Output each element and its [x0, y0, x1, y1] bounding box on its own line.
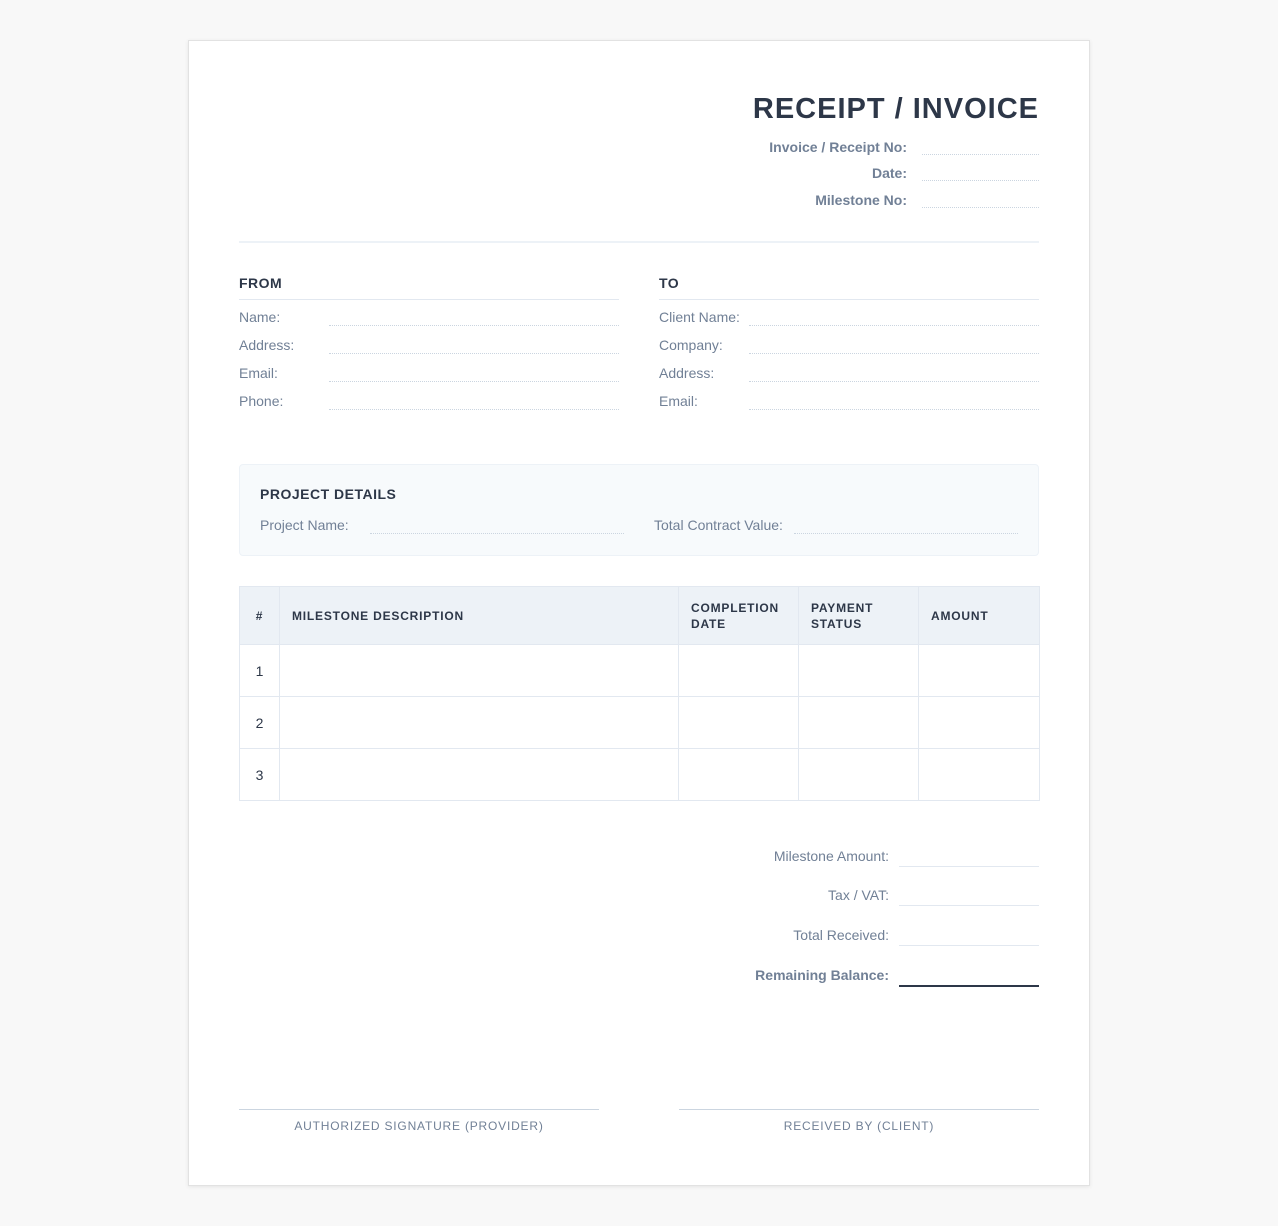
- from-phone-field[interactable]: [329, 409, 619, 410]
- to-address-field[interactable]: [749, 381, 1039, 382]
- table-row: [240, 749, 1040, 801]
- to-company-field[interactable]: [749, 353, 1039, 354]
- client-signature: [679, 1109, 1039, 1133]
- remaining-balance-label: Remaining Balance:: [755, 967, 889, 983]
- to-company-row: [659, 328, 1039, 356]
- to-client-name-label: Client Name:: [659, 309, 740, 325]
- amount-cell[interactable]: [919, 749, 1040, 801]
- completion-date-cell[interactable]: [679, 749, 799, 801]
- project-name-field[interactable]: [370, 533, 624, 534]
- project-details-heading: PROJECT DETAILS: [260, 486, 397, 502]
- to-heading: TO: [659, 273, 1039, 300]
- to-email-label: Email:: [659, 393, 698, 409]
- description-cell[interactable]: [280, 749, 679, 801]
- milestone-amount-row: [639, 838, 1039, 878]
- to-address-label: Address:: [659, 365, 715, 381]
- milestone-number-label: Milestone No:: [815, 192, 907, 208]
- payment-status-cell[interactable]: [799, 697, 919, 749]
- to-section: [659, 273, 1039, 412]
- payment-status-cell[interactable]: [799, 749, 919, 801]
- from-address-label: Address:: [239, 337, 295, 353]
- milestone-table: [239, 586, 1040, 801]
- invoice-number-field[interactable]: [922, 154, 1039, 155]
- row-number: 3: [240, 749, 280, 801]
- invoice-page: [188, 40, 1090, 1186]
- table-header-row: [240, 587, 1040, 645]
- table-row: [240, 697, 1040, 749]
- to-client-name-row: [659, 300, 1039, 328]
- payment-status-cell[interactable]: [799, 645, 919, 697]
- milestone-amount-field[interactable]: [899, 866, 1039, 867]
- total-contract-value-label: Total Contract Value:: [654, 517, 783, 533]
- from-section: [239, 273, 619, 412]
- column-header-completion-date: COMPLETION DATE: [679, 587, 799, 645]
- provider-signature-label: AUTHORIZED SIGNATURE (PROVIDER): [294, 1119, 544, 1133]
- to-address-row: [659, 356, 1039, 384]
- row-number: 2: [240, 697, 280, 749]
- milestone-number-field[interactable]: [922, 207, 1039, 208]
- to-client-name-field[interactable]: [749, 325, 1039, 326]
- client-signature-line[interactable]: [679, 1109, 1039, 1110]
- header-divider: [239, 241, 1039, 243]
- date-field[interactable]: [922, 180, 1039, 181]
- from-name-label: Name:: [239, 309, 281, 325]
- from-address-row: [239, 328, 619, 356]
- description-cell[interactable]: [280, 645, 679, 697]
- column-header-amount: AMOUNT: [919, 587, 1040, 645]
- from-phone-label: Phone:: [239, 393, 284, 409]
- tax-row: [639, 877, 1039, 917]
- date-row: [639, 165, 1039, 185]
- total-received-field[interactable]: [899, 945, 1039, 946]
- column-header-payment-status: PAYMENT STATUS: [799, 587, 919, 645]
- project-name-label: Project Name:: [260, 517, 349, 533]
- tax-label: Tax / VAT:: [828, 887, 889, 903]
- amount-cell[interactable]: [919, 697, 1040, 749]
- amount-cell[interactable]: [919, 645, 1040, 697]
- table-row: [240, 645, 1040, 697]
- column-header-number: #: [240, 587, 280, 645]
- total-received-row: [639, 917, 1039, 957]
- from-name-field[interactable]: [329, 325, 619, 326]
- date-label: Date:: [871, 165, 907, 181]
- document-title: RECEIPT / INVOICE: [752, 93, 1039, 125]
- milestone-amount-label: Milestone Amount:: [773, 848, 889, 864]
- from-email-field[interactable]: [329, 381, 619, 382]
- client-signature-label: RECEIVED BY (CLIENT): [783, 1119, 935, 1133]
- milestone-number-row: [639, 192, 1039, 212]
- from-email-label: Email:: [239, 365, 278, 381]
- row-number: 1: [240, 645, 280, 697]
- from-name-row: [239, 300, 619, 328]
- remaining-balance-row: [639, 957, 1039, 997]
- invoice-number-row: [639, 139, 1039, 159]
- to-email-field[interactable]: [749, 409, 1039, 410]
- from-heading: FROM: [239, 273, 619, 300]
- from-phone-row: [239, 384, 619, 412]
- total-contract-value-field[interactable]: [794, 533, 1018, 534]
- total-received-label: Total Received:: [793, 927, 889, 943]
- from-address-field[interactable]: [329, 353, 619, 354]
- from-email-row: [239, 356, 619, 384]
- invoice-number-label: Invoice / Receipt No:: [769, 139, 907, 155]
- completion-date-cell[interactable]: [679, 697, 799, 749]
- provider-signature: [239, 1109, 599, 1133]
- provider-signature-line[interactable]: [239, 1109, 599, 1110]
- description-cell[interactable]: [280, 697, 679, 749]
- project-details-box: [239, 464, 1039, 556]
- to-email-row: [659, 384, 1039, 412]
- to-company-label: Company:: [659, 337, 723, 353]
- completion-date-cell[interactable]: [679, 645, 799, 697]
- column-header-description: MILESTONE DESCRIPTION: [280, 587, 679, 645]
- tax-field[interactable]: [899, 905, 1039, 906]
- remaining-balance-field[interactable]: [899, 985, 1039, 987]
